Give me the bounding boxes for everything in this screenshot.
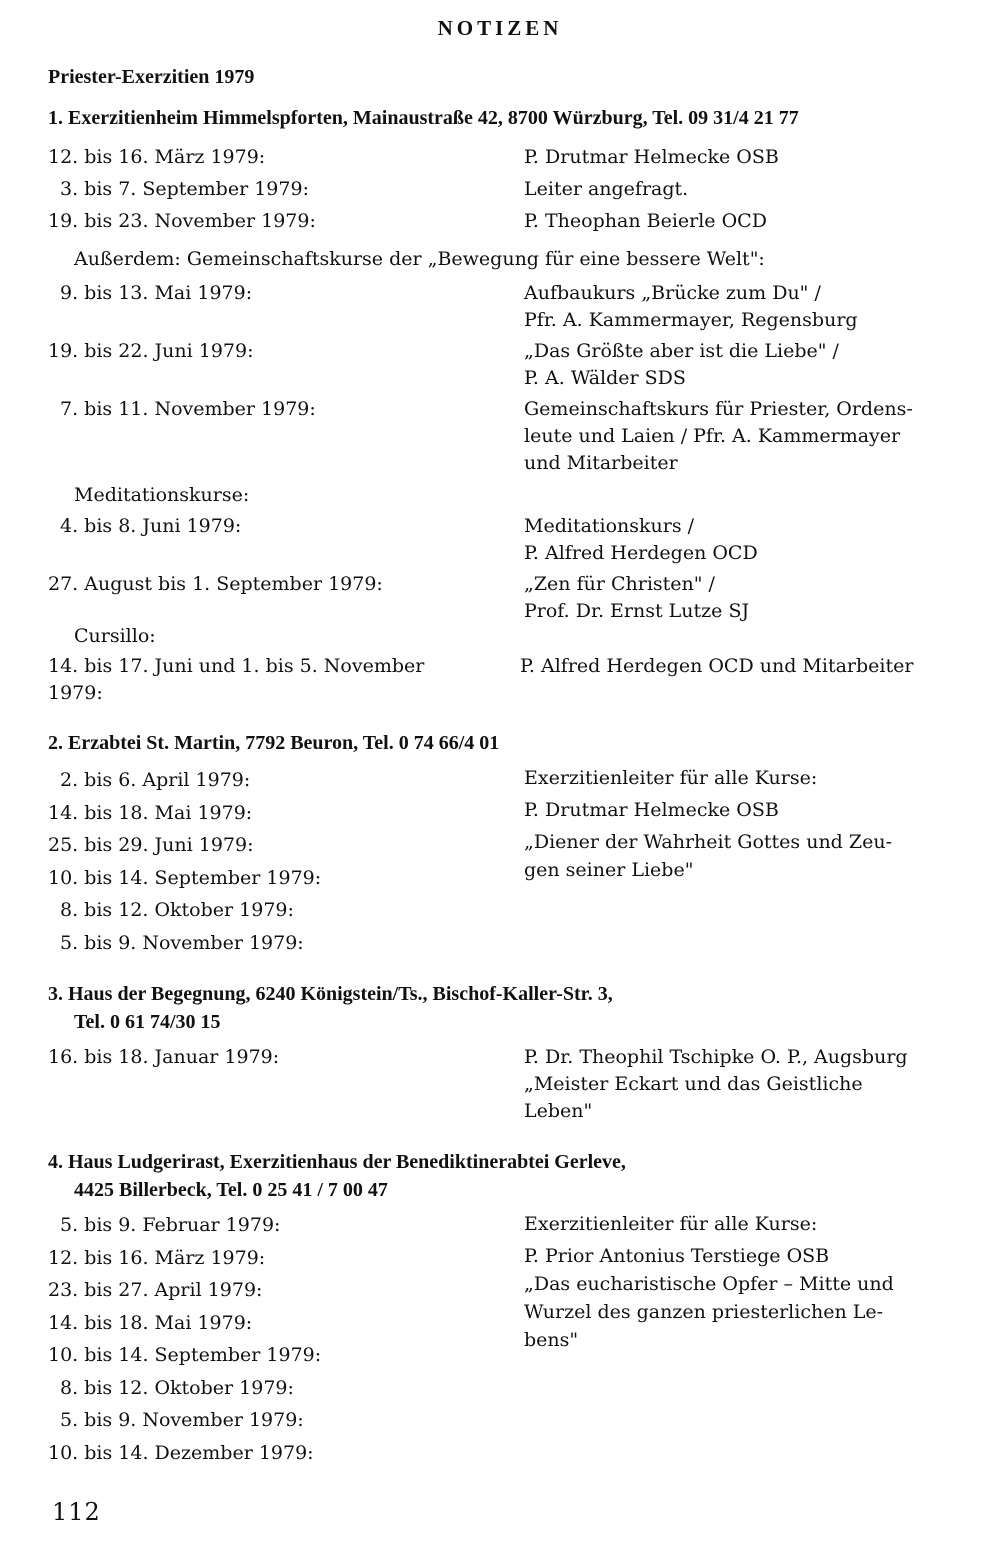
leader-line: Leiter angefragt.	[524, 178, 689, 200]
section-4-dates	[48, 1209, 321, 1469]
leader-line: P. Alfred Herdegen OCD	[524, 542, 758, 564]
heading-line: 4. Haus Ludgerirast, Exerzitienhaus der Benediktinerabtei Gerleve,	[48, 1151, 626, 1173]
heading-line: 4425 Billerbeck, Tel. 0 25 41 / 7 00 47	[74, 1179, 388, 1201]
leader-line: Pfr. A. Kammermayer, Regensburg	[524, 309, 858, 331]
course-leader	[524, 396, 968, 477]
leader-line: P. Dr. Theophil Tschipke O. P., Augsburg	[524, 1046, 908, 1068]
leader-line: Wurzel des ganzen priesterlichen Le-	[524, 1301, 884, 1323]
course-date: 5. bis 9. November 1979:	[60, 931, 304, 954]
meditation-label: Meditationskurse:	[74, 484, 250, 506]
section-4-leader	[524, 1210, 968, 1354]
course-date: 12. bis 16. März 1979:	[48, 1246, 266, 1269]
leader-line: P. Drutmar Helmecke OSB	[524, 146, 779, 168]
page-title: NOTIZEN	[437, 16, 563, 40]
course-date: 5. bis 9. Februar 1979:	[60, 1214, 281, 1236]
course-date: 27. August bis 1. September 1979:	[48, 573, 383, 595]
leader-line: „Zen für Christen" /	[524, 573, 715, 595]
heading-line: Tel. 0 61 74/30 15	[74, 1011, 221, 1033]
course-date: 23. bis 27. April 1979:	[48, 1279, 263, 1301]
leader-line: und Mitarbeiter	[524, 452, 678, 474]
leader-line: „Das Größte aber ist die Liebe" /	[524, 340, 839, 362]
course-date: 10. bis 14. September 1979:	[48, 1344, 322, 1366]
course-date: 5. bis 9. November 1979:	[60, 1409, 304, 1431]
section-4-heading	[48, 1148, 626, 1204]
section-2-leader	[524, 764, 968, 884]
course-date: 14. bis 18. Mai 1979:	[48, 1311, 253, 1334]
leader-line: P. Drutmar Helmecke OSB	[524, 799, 779, 821]
course-leader	[524, 571, 968, 625]
course-date	[48, 653, 424, 707]
course-date: 14. bis 18. Mai 1979:	[48, 801, 253, 824]
course-date: 3. bis 7. September 1979:	[60, 178, 309, 200]
course-leader	[524, 208, 968, 235]
ausserdem-note: Außerdem: Gemeinschaftskurse der „Bewegung für eine bessere Welt":	[74, 248, 765, 270]
leader-line: P. Theophan Beierle OCD	[524, 210, 767, 232]
course-date: 4. bis 8. Juni 1979:	[60, 515, 242, 537]
course-leader	[524, 280, 968, 334]
course-leader	[524, 176, 968, 203]
course-date: 25. bis 29. Juni 1979:	[48, 834, 254, 856]
section-2-heading: 2. Erzabtei St. Martin, 7792 Beuron, Tel. 0 74 66/4 01	[48, 732, 500, 754]
heading-line: 3. Haus der Begegnung, 6240 Königstein/Ts., Bischof-Kaller-Str. 3,	[48, 983, 613, 1005]
leader-line: Leben"	[524, 1100, 593, 1122]
leader-line: Aufbaukurs „Brücke zum Du" /	[524, 282, 821, 304]
leader-line: Gemeinschaftskurs für Priester, Ordens-	[524, 398, 913, 420]
section-2-dates	[48, 764, 321, 959]
page-subtitle: Priester-Exerzitien 1979	[48, 66, 255, 88]
date-line: 1979:	[48, 682, 103, 704]
course-leader	[524, 1044, 968, 1125]
section-3-heading	[48, 980, 613, 1036]
leader-line: P. Alfred Herdegen OCD und Mitarbeiter	[520, 655, 914, 677]
course-date: 2. bis 6. April 1979:	[60, 769, 251, 791]
leader-line: Prof. Dr. Ernst Lutze SJ	[524, 600, 750, 622]
section-1-heading: 1. Exerzitienheim Himmelspforten, Mainaustraße 42, 8700 Würzburg, Tel. 09 31/4 21 77	[48, 107, 799, 129]
leader-line: P. A. Wälder SDS	[524, 367, 686, 389]
course-date: 9. bis 13. Mai 1979:	[60, 282, 253, 304]
leader-line: leute und Laien / Pfr. A. Kammermayer	[524, 425, 901, 447]
leader-line: „Diener der Wahrheit Gottes und Zeu-	[524, 831, 892, 853]
course-leader	[524, 338, 968, 392]
course-date: 8. bis 12. Oktober 1979:	[60, 1376, 294, 1399]
leader-line: „Meister Eckart und das Geistliche	[524, 1073, 863, 1095]
course-date: 19. bis 23. November 1979:	[48, 210, 316, 232]
course-date: 8. bis 12. Oktober 1979:	[60, 899, 294, 921]
date-line: 14. bis 17. Juni und 1. bis 5. November	[48, 655, 425, 677]
course-date: 16. bis 18. Januar 1979:	[48, 1046, 280, 1068]
course-date: 19. bis 22. Juni 1979:	[48, 340, 254, 362]
course-leader	[524, 513, 968, 567]
leader-line: Exerzitienleiter für alle Kurse:	[524, 1213, 818, 1235]
leader-line: P. Prior Antonius Terstiege OSB	[524, 1245, 830, 1267]
course-date: 7. bis 11. November 1979:	[60, 398, 316, 420]
leader-line: „Das eucharistische Opfer – Mitte und	[524, 1273, 894, 1295]
page-number: 112	[52, 1498, 101, 1526]
cursillo-label: Cursillo:	[74, 625, 156, 647]
course-date: 10. bis 14. September 1979:	[48, 866, 322, 889]
course-leader	[524, 144, 968, 171]
course-date: 10. bis 14. Dezember 1979:	[48, 1441, 314, 1464]
leader-line: bens"	[524, 1329, 579, 1351]
course-leader	[520, 653, 964, 680]
leader-line: gen seiner Liebe"	[524, 859, 694, 881]
leader-line: Meditationskurs /	[524, 515, 695, 537]
leader-line: Exerzitienleiter für alle Kurse:	[524, 767, 818, 789]
course-date: 12. bis 16. März 1979:	[48, 146, 266, 168]
